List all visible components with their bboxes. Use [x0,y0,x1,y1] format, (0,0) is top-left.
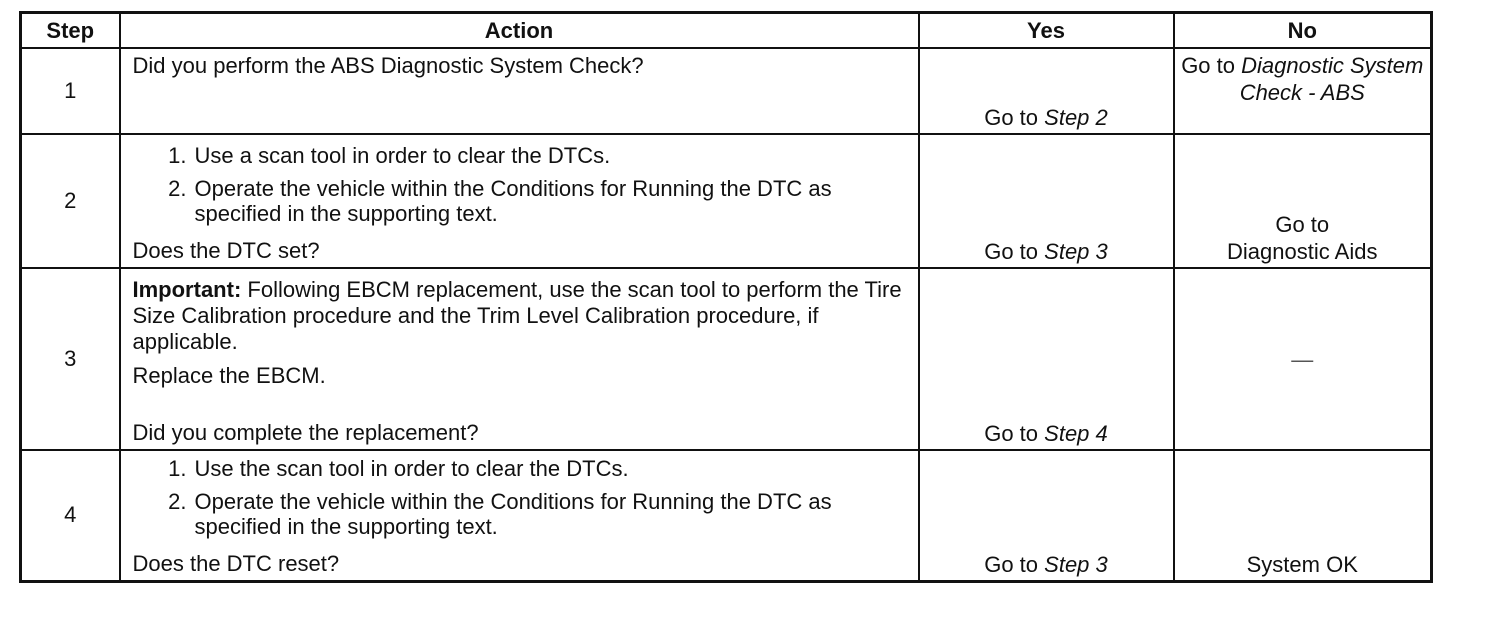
list-item: 2. Operate the vehicle within the Conditions for Running the DTC as specified in the supporting text. [168,489,832,539]
list-item: 2. Operate the vehicle within the Conditions for Running the DTC as specified in the supporting text. [168,176,832,226]
table-header-row [21,13,1432,49]
no-cell [1174,48,1432,134]
action-question: Did you perform the ABS Diagnostic System Check? [132,53,644,78]
action-cell [120,134,919,268]
no-line-1: Go to [1275,212,1330,237]
header-yes: Yes [919,13,1174,49]
header-no: No [1174,13,1432,49]
action-steps-list [133,453,908,539]
action-question: Did you complete the replacement? [132,420,479,445]
no-line-2: Diagnostic Aids [1227,239,1378,264]
no-target-link: Diagnostic System Check - ABS [1239,53,1424,105]
no-cell [1174,450,1432,581]
table-row-step-2 [21,134,1432,268]
yes-prefix: Go to [984,551,1039,577]
table-row-step-4 [21,450,1432,581]
action-cell [120,268,919,450]
table-row-step-1 [21,48,1432,134]
no-cell [1174,268,1432,450]
yes-target-link: Step 3 [1044,239,1108,264]
important-note [133,271,908,355]
important-text: Following EBCM replacement, use the scan tool to perform the Tire Size Calibration procedure and the Trim Level Calibration procedure, if applicable. [132,277,902,354]
yes-prefix: Go to [984,105,1039,130]
header-action: Action [120,13,919,49]
important-label: Important: [132,277,242,302]
yes-target-link: Step 3 [1044,551,1108,577]
yes-prefix: Go to [984,421,1039,446]
action-question: Does the DTC reset? [132,550,340,576]
step-number: 4 [21,450,120,581]
yes-cell [919,48,1174,134]
action-instruction: Replace the EBCM. [132,363,326,388]
diagnostic-table [19,11,1433,583]
list-item: 1. Use a scan tool in order to clear the DTCs. [168,143,611,168]
action-cell [120,48,919,134]
yes-cell [919,268,1174,450]
table-row-step-3 [21,268,1432,450]
yes-prefix: Go to [984,239,1039,264]
step-number: 1 [21,48,120,134]
yes-cell [919,134,1174,268]
header-step: Step [21,13,120,49]
yes-cell [919,450,1174,581]
list-item: 1. Use the scan tool in order to clear the DTCs. [168,456,629,481]
action-question: Does the DTC set? [132,238,320,263]
no-prefix: Go to [1181,53,1235,78]
step-number: 3 [21,268,120,450]
action-steps-list [133,137,908,226]
no-cell [1174,134,1432,268]
yes-target-link: Step 2 [1044,105,1108,130]
no-dash: — [1291,346,1314,372]
step-number: 2 [21,134,120,268]
action-cell [120,450,919,581]
yes-target-link: Step 4 [1044,421,1108,446]
no-result: System OK [1246,551,1358,577]
